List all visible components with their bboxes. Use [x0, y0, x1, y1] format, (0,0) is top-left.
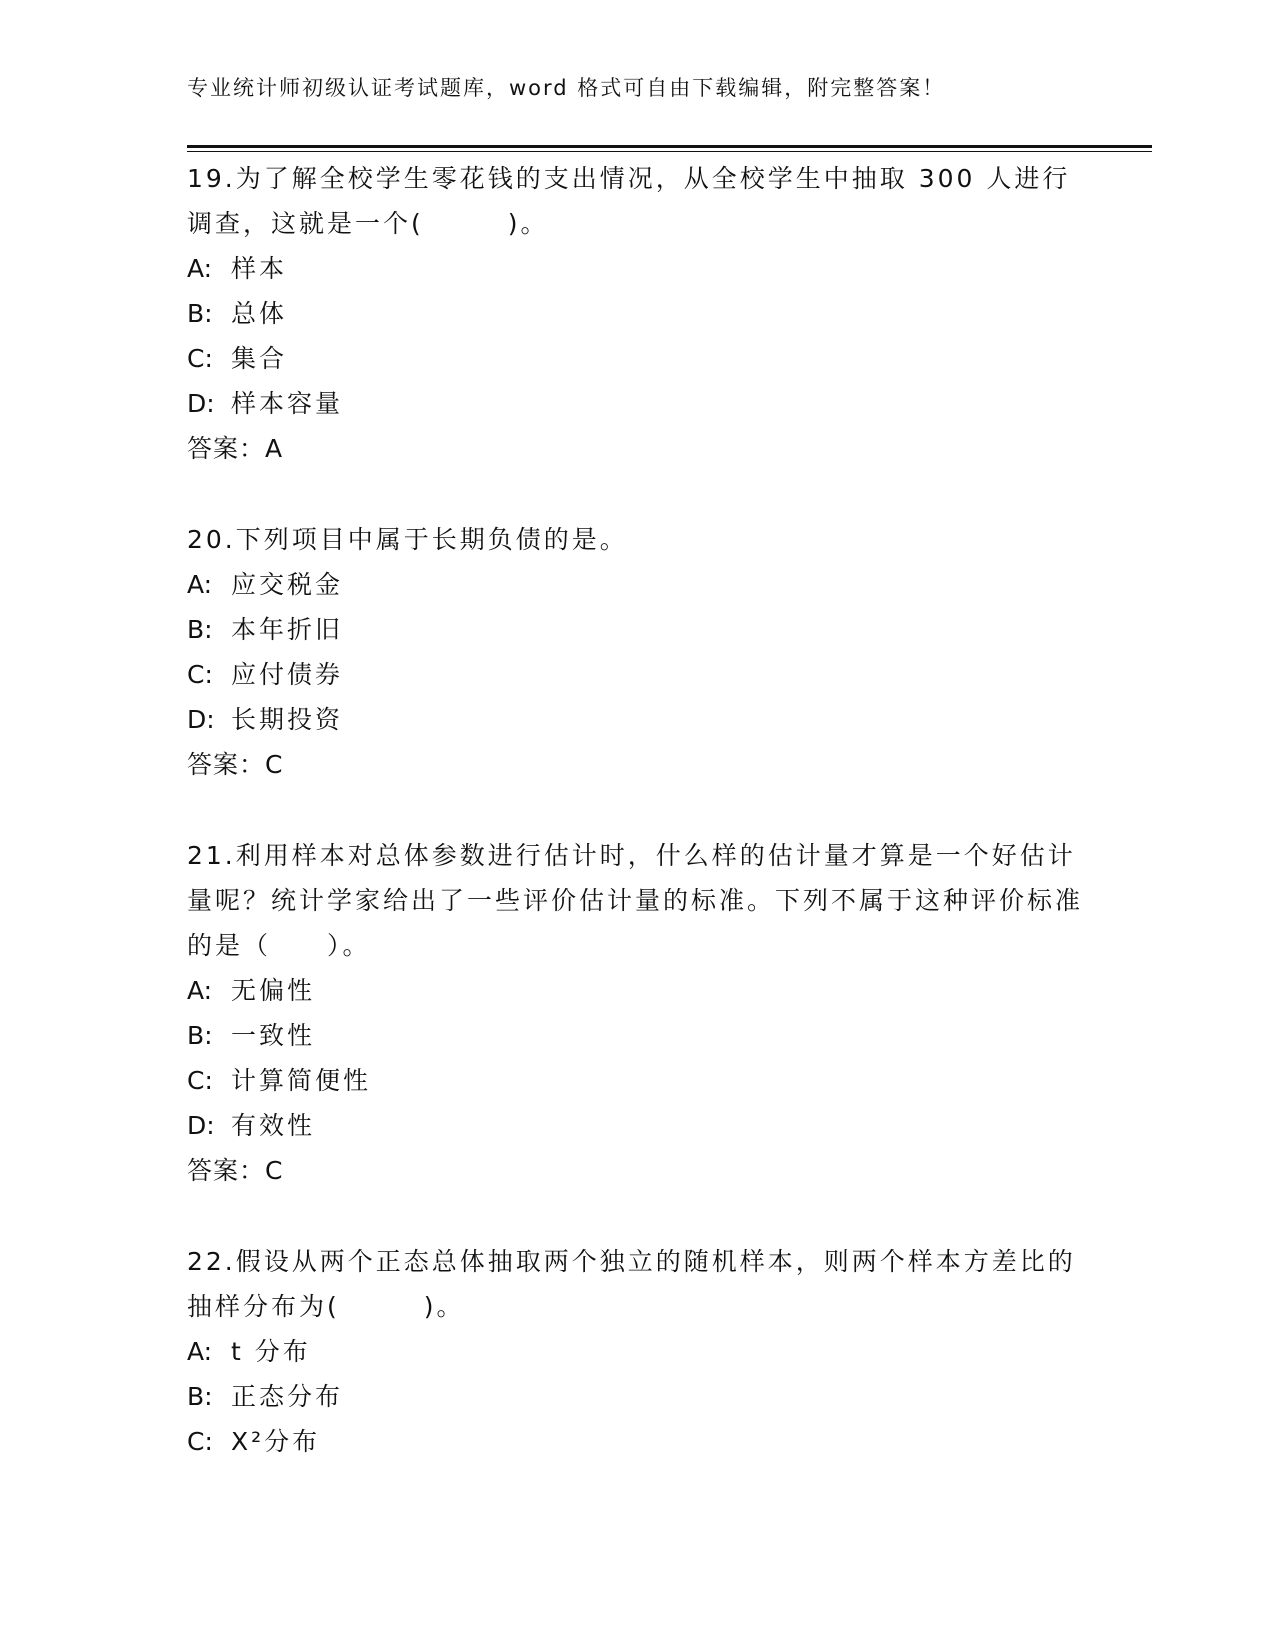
option-text: 应付债券: [231, 660, 344, 689]
page-header: 专业统计师初级认证考试题库，word 格式可自由下载编辑，附完整答案！: [187, 76, 946, 100]
answer: 答案：C: [187, 750, 284, 779]
option-a: [187, 562, 1087, 607]
option-text: 计算简便性: [231, 1066, 372, 1095]
option-key: B:: [187, 615, 213, 644]
option-key: D:: [187, 1111, 215, 1140]
option-key: A:: [187, 976, 213, 1005]
question-19: [187, 156, 1087, 471]
option-text: 无偏性: [231, 976, 316, 1005]
option-key: C:: [187, 660, 213, 689]
answer: 答案：A: [187, 434, 284, 463]
answer: 答案：C: [187, 1156, 284, 1185]
option-key: B:: [187, 299, 213, 328]
option-text: 样本: [231, 254, 288, 283]
option-key: A:: [187, 254, 213, 283]
option-a: [187, 968, 1087, 1013]
option-key: A:: [187, 570, 213, 599]
option-b: [187, 607, 1087, 652]
option-text: 本年折旧: [231, 615, 344, 644]
question-stem: 22.假设从两个正态总体抽取两个独立的随机样本，则两个样本方差比的抽样分布为( )。: [187, 1247, 1076, 1321]
question-20: [187, 517, 1087, 787]
question-stem: 19.为了解全校学生零花钱的支出情况，从全校学生中抽取 300 人进行调查，这就是一个( )。: [187, 164, 1071, 238]
option-d: [187, 1103, 1087, 1148]
header-rule-thin: [187, 151, 1152, 152]
option-key: B:: [187, 1021, 213, 1050]
header-rule-thick: [187, 145, 1152, 148]
question-22: [187, 1239, 1087, 1464]
option-b: [187, 1013, 1087, 1058]
option-text: 总体: [231, 299, 288, 328]
option-d: [187, 697, 1087, 742]
option-text: 应交税金: [231, 570, 344, 599]
question-stem: 21.利用样本对总体参数进行估计时，什么样的估计量才算是一个好估计量呢？统计学家给出了一些评价估计量的标准。下列不属于这种评价标准的是（ ）。: [187, 841, 1084, 960]
option-c: [187, 1419, 1087, 1464]
option-text: 集合: [231, 344, 288, 373]
question-stem: 20.下列项目中属于长期负债的是。: [187, 525, 628, 554]
option-text: 一致性: [231, 1021, 316, 1050]
option-a: [187, 246, 1087, 291]
option-c: [187, 336, 1087, 381]
option-key: C:: [187, 1427, 213, 1456]
option-d: [187, 381, 1087, 426]
question-list: [187, 156, 1087, 1510]
option-text: 正态分布: [231, 1382, 344, 1411]
option-key: C:: [187, 344, 213, 373]
question-21: [187, 833, 1087, 1193]
option-b: [187, 291, 1087, 336]
option-key: C:: [187, 1066, 213, 1095]
option-text: 样本容量: [231, 389, 344, 418]
option-text: 长期投资: [231, 705, 344, 734]
option-b: [187, 1374, 1087, 1419]
option-text: t 分布: [231, 1337, 311, 1366]
option-a: [187, 1329, 1087, 1374]
option-key: D:: [187, 389, 215, 418]
option-c: [187, 1058, 1087, 1103]
option-key: B:: [187, 1382, 213, 1411]
option-key: D:: [187, 705, 215, 734]
option-text: X²分布: [231, 1427, 321, 1456]
option-c: [187, 652, 1087, 697]
option-key: A:: [187, 1337, 213, 1366]
option-text: 有效性: [231, 1111, 316, 1140]
